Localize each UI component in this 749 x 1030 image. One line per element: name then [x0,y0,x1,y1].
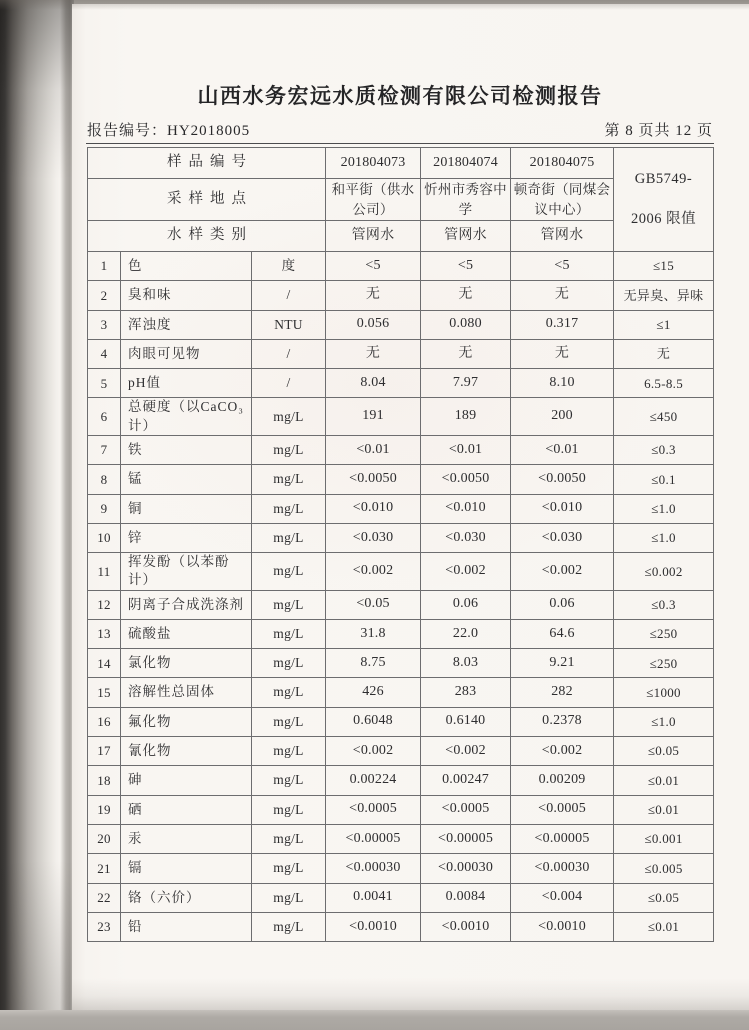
location-label: 采样地点 [88,179,326,221]
value-cell: <0.0005 [326,795,421,824]
unit-cell: / [252,369,326,398]
value-cell: 无 [511,281,614,310]
value-cell: <0.00005 [511,824,614,853]
value-cell: 8.03 [421,649,511,678]
value-cell: <0.010 [511,494,614,523]
value-cell: <0.01 [511,435,614,464]
unit-cell: 度 [252,252,326,281]
limit-cell: ≤1 [614,310,714,339]
row-number-cell: 4 [88,339,121,368]
param-name-cell: 色 [121,252,252,281]
limit-cell: ≤0.002 [614,553,714,590]
unit-cell: mg/L [252,523,326,552]
param-name-cell: 氰化物 [121,737,252,766]
limit-cell: ≤1.0 [614,707,714,736]
limit-cell: ≤0.3 [614,435,714,464]
param-name-cell: 氟化物 [121,707,252,736]
value-cell: 189 [421,398,511,435]
limit-standard-header [614,148,714,252]
row-number-cell: 19 [88,795,121,824]
param-name-cell: 硫酸盐 [121,619,252,648]
param-name-cell: 臭和味 [121,281,252,310]
unit-cell: mg/L [252,649,326,678]
value-cell: 0.00209 [511,766,614,795]
row-number-cell: 21 [88,854,121,883]
value-cell: 64.6 [511,619,614,648]
unit-cell: mg/L [252,435,326,464]
row-number-cell: 18 [88,766,121,795]
water-type-cell: 管网水 [511,221,614,252]
unit-cell: mg/L [252,766,326,795]
row-number-cell: 17 [88,737,121,766]
value-cell: <0.00005 [421,824,511,853]
location-cell: 忻州市秀容中学 [421,179,511,221]
value-cell: 无 [326,281,421,310]
param-name-cell: 总硬度（以CaCO₃计） [121,398,252,435]
value-cell: <0.01 [326,435,421,464]
value-cell: 7.97 [421,369,511,398]
row-number-cell: 5 [88,369,121,398]
value-cell: <0.002 [421,553,511,590]
limit-cell: ≤450 [614,398,714,435]
header-divider [86,143,714,144]
value-cell: 191 [326,398,421,435]
table-row [88,252,714,281]
table-header-section [88,148,714,252]
limit-cell: 无 [614,339,714,368]
table-row [88,465,714,494]
unit-cell: mg/L [252,795,326,824]
value-cell: <0.010 [326,494,421,523]
table-row [88,678,714,707]
value-cell: <0.030 [326,523,421,552]
param-name-cell: 锌 [121,523,252,552]
table-row [88,883,714,912]
value-cell: <0.0050 [421,465,511,494]
limit-cell: ≤0.05 [614,883,714,912]
value-cell: 0.0041 [326,883,421,912]
page-indicator: 第 8 页共 12 页 [604,123,713,139]
value-cell: 0.056 [326,310,421,339]
sample-no-label: 样品编号 [88,148,326,179]
unit-cell: mg/L [252,737,326,766]
row-number-cell: 13 [88,619,121,648]
limit-cell: ≤250 [614,649,714,678]
param-name-cell: 阴离子合成洗涤剂 [121,590,252,619]
table-row [88,435,714,464]
value-cell: 8.75 [326,649,421,678]
param-name-cell: 镉 [121,854,252,883]
limit-cell: ≤0.1 [614,465,714,494]
water-type-cell: 管网水 [421,221,511,252]
param-name-cell: 硒 [121,795,252,824]
value-cell: 31.8 [326,619,421,648]
row-number-cell: 6 [88,398,121,435]
table-body-section [88,252,714,942]
value-cell: <0.00005 [326,824,421,853]
limit-standard-line2: 2006 限值 [630,210,697,227]
value-cell: 282 [511,678,614,707]
table-row [88,766,714,795]
table-row [88,795,714,824]
row-number-cell: 8 [88,465,121,494]
value-cell: 无 [326,339,421,368]
value-cell: <0.0005 [421,795,511,824]
value-cell: <0.0010 [326,912,421,941]
row-number-cell: 20 [88,824,121,853]
row-number-cell: 16 [88,707,121,736]
limit-cell: ≤250 [614,619,714,648]
param-name-cell: 铬（六价） [121,883,252,912]
value-cell: <0.00030 [421,854,511,883]
value-cell: <0.00030 [511,854,614,883]
param-name-cell: 挥发酚（以苯酚计） [121,553,252,590]
book-spine-shadow [0,0,74,1016]
report-number: 报告编号：HY2018005 [87,123,251,139]
unit-cell: mg/L [252,465,326,494]
table-row [88,854,714,883]
value-cell: <0.002 [326,737,421,766]
limit-cell: 6.5-8.5 [614,369,714,398]
row-number-cell: 11 [88,553,121,590]
value-cell: 0.2378 [511,707,614,736]
value-cell: 0.6140 [421,707,511,736]
sample-no-cell: 201804075 [511,148,614,179]
param-name-cell: 铜 [121,494,252,523]
value-cell: 无 [511,339,614,368]
unit-cell: NTU [252,310,326,339]
value-cell: <0.0010 [421,912,511,941]
param-name-cell: 铁 [121,435,252,464]
param-name-cell: 锰 [121,465,252,494]
limit-cell: ≤0.01 [614,795,714,824]
scan-top-shadow [0,0,749,10]
row-number-cell: 14 [88,649,121,678]
limit-cell: ≤1.0 [614,494,714,523]
unit-cell: mg/L [252,912,326,941]
table-row [88,494,714,523]
value-cell: 9.21 [511,649,614,678]
table-row [88,737,714,766]
limit-standard-line1: GB5749- [634,170,693,187]
value-cell: <0.004 [511,883,614,912]
unit-cell: mg/L [252,590,326,619]
param-name-cell: 肉眼可见物 [121,339,252,368]
row-number-cell: 22 [88,883,121,912]
value-cell: <0.030 [421,523,511,552]
value-cell: <5 [421,252,511,281]
table-row [88,339,714,368]
value-cell: 0.0084 [421,883,511,912]
water-type-label: 水样类别 [88,221,326,252]
unit-cell: mg/L [252,824,326,853]
row-number-cell: 9 [88,494,121,523]
table-row [88,398,714,435]
table-row [88,553,714,590]
limit-cell: ≤1000 [614,678,714,707]
value-cell: 8.04 [326,369,421,398]
table-row [88,824,714,853]
param-name-cell: 氯化物 [121,649,252,678]
value-cell: <5 [511,252,614,281]
water-quality-table [87,147,714,942]
value-cell: <0.002 [421,737,511,766]
water-type-cell: 管网水 [326,221,421,252]
value-cell: 426 [326,678,421,707]
value-cell: 无 [421,339,511,368]
value-cell: <0.01 [421,435,511,464]
table-row [88,369,714,398]
param-name-cell: 浑浊度 [121,310,252,339]
unit-cell: mg/L [252,854,326,883]
value-cell: 0.00224 [326,766,421,795]
sample-no-cell: 201804073 [326,148,421,179]
row-number-cell: 12 [88,590,121,619]
location-cell: 和平街（供水公司） [326,179,421,221]
limit-cell: ≤1.0 [614,523,714,552]
value-cell: <0.002 [511,553,614,590]
value-cell: 0.06 [511,590,614,619]
report-meta-row [87,119,713,140]
unit-cell: / [252,281,326,310]
value-cell: 200 [511,398,614,435]
limit-cell: ≤0.001 [614,824,714,853]
value-cell: <0.0050 [326,465,421,494]
limit-cell: ≤0.01 [614,912,714,941]
unit-cell: mg/L [252,619,326,648]
row-number-cell: 15 [88,678,121,707]
limit-cell: ≤15 [614,252,714,281]
param-name-cell: 铅 [121,912,252,941]
value-cell: <0.0005 [511,795,614,824]
value-cell: 8.10 [511,369,614,398]
value-cell: <0.030 [511,523,614,552]
value-cell: 无 [421,281,511,310]
scanner-background [0,1010,749,1030]
param-name-cell: 砷 [121,766,252,795]
sample-number-row [88,148,714,179]
report-title: 山西水务宏远水质检测有限公司检测报告 [197,84,603,108]
limit-cell: ≤0.005 [614,854,714,883]
value-cell: <0.05 [326,590,421,619]
value-cell: 283 [421,678,511,707]
table-row [88,590,714,619]
value-cell: 0.080 [421,310,511,339]
row-number-cell: 2 [88,281,121,310]
table-row [88,523,714,552]
row-number-cell: 23 [88,912,121,941]
value-cell: <5 [326,252,421,281]
value-cell: <0.0010 [511,912,614,941]
limit-cell: ≤0.05 [614,737,714,766]
paper-page [72,4,749,1012]
table-row [88,912,714,941]
table-row [88,281,714,310]
param-name-cell: pH值 [121,369,252,398]
row-number-cell: 7 [88,435,121,464]
value-cell: 22.0 [421,619,511,648]
value-cell: <0.010 [421,494,511,523]
param-name-cell: 汞 [121,824,252,853]
value-cell: 0.6048 [326,707,421,736]
value-cell: <0.00030 [326,854,421,883]
limit-cell: ≤0.01 [614,766,714,795]
table-row [88,649,714,678]
value-cell: 0.00247 [421,766,511,795]
table-row [88,310,714,339]
limit-cell: ≤0.3 [614,590,714,619]
unit-cell: mg/L [252,707,326,736]
sample-no-cell: 201804074 [421,148,511,179]
unit-cell: / [252,339,326,368]
row-number-cell: 10 [88,523,121,552]
param-name-cell: 溶解性总固体 [121,678,252,707]
limit-cell: 无异臭、异味 [614,281,714,310]
location-cell: 顿奇街（同煤会议中心） [511,179,614,221]
unit-cell: mg/L [252,398,326,435]
unit-cell: mg/L [252,678,326,707]
value-cell: 0.06 [421,590,511,619]
unit-cell: mg/L [252,494,326,523]
unit-cell: mg/L [252,883,326,912]
value-cell: <0.002 [326,553,421,590]
value-cell: <0.002 [511,737,614,766]
table-row [88,707,714,736]
row-number-cell: 1 [88,252,121,281]
value-cell: <0.0050 [511,465,614,494]
unit-cell: mg/L [252,553,326,590]
table-row [88,619,714,648]
value-cell: 0.317 [511,310,614,339]
row-number-cell: 3 [88,310,121,339]
